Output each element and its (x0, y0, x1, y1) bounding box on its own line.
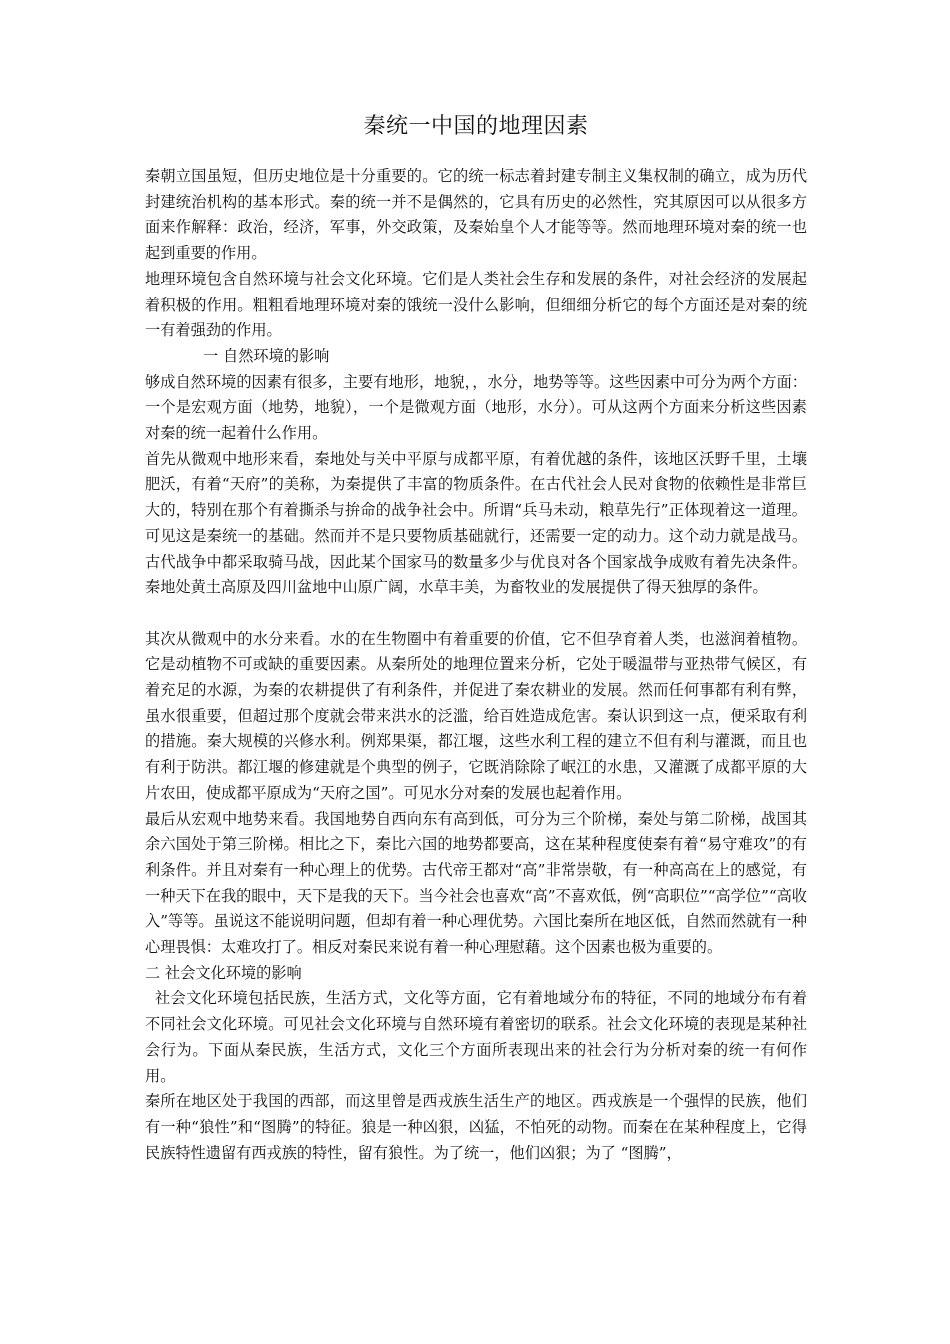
blank-line (145, 601, 807, 627)
paragraph-natural-factors: 够成自然环境的因素有很多，主要有地形，地貌，，水分，地势等等。这些因素中可分为两个方面：一个是宏观方面（地势，地貌），一个是微观方面（地形，水分）。可从这两个方面来分析这些因素对秦的统一起着什么作用。 (145, 372, 807, 443)
section-heading-social: 二 社会文化环境的影响 (145, 963, 302, 982)
paragraph-water: 其次从微观中的水分来看。水的在生物圈中有着重要的价值，它不但孕育着人类，也滋润着植物。它是动植物不可或缺的重要因素。从秦所处的地理位置来分析，它处于暖温带与亚热带气候区，有着充足的水源，为秦的农耕提供了有利条件，并促进了秦农耕业的发展。然而任何事都有利有弊，虽水很重要，但超过那个度就会带来洪水的泛滥，给百姓造成危害。秦认识到这一点，便采取有利的措施。秦大规模的兴修水利。例郑果渠，都江堰，这些水利工程的建立不但有利与灌溉，而且也有利于防洪。都江堰的修建就是个典型的例子，它既消除除了岷江的水患，又灌溉了成都平原的大片农田，使成都平原成为“天府之国”。可见水分对秦的发展也起着作用。 (145, 629, 807, 802)
paragraph-social-culture: 社会文化环境包括民族，生活方式，文化等方面，它有着地域分布的特征，不同的地域分布有着不同社会文化环境。可见社会文化环境与自然环境有着密切的联系。社会文化环境的表现是某种社会行为。下面从秦民族，生活方式，文化三个方面所表现出来的社会行为分析对秦的统一有何作用。 (145, 989, 807, 1085)
paragraph-terrain: 首先从微观中地形来看，秦地处与关中平原与成都平原，有着优越的条件，该地区沃野千里，土壤肥沃，有着“天府”的美称，为秦提供了丰富的物质条件。在古代社会人民对食物的依赖性是非常巨大的，特别在那个有着撕杀与拚命的战争社会中。所谓“兵马未动，粮草先行”正体现着这一道理。可见这是秦统一的基础。然而并不是只要物质基础就行，还需要一定的动力。这个动力就是战马。古代战争中都采取骑马战，因此某个国家马的数量多少与优良对各个国家战争成败有着先决条件。秦地处黄土高原及四川盆地中山原广阔，水草丰美，为畜牧业的发展提供了得天独厚的条件。 (145, 449, 807, 597)
document-title: 秦统一中国的地理因素 (363, 114, 589, 139)
paragraph-elevation: 最后从宏观中地势来看。我国地势自西向东有高到低，可分为三个阶梯，秦处与第二阶梯，战国其余六国处于第三阶梯。相比之下，秦比六国的地势都要高，这在某种程度使秦有着“易守难攻”的有利条件。并且对秦有一种心理上的优势。古代帝王都对“高”非常崇敬，有一种高高在上的感觉，有一种天下在我的眼中，天下是我的天下。当今社会也喜欢“高”不喜欢低，例“高职位”“高学位”“高收入”等等。虽说这不能说明问题，但却有着一种心理优势。六国比秦所在地区低，自然而然就有一种心理畏惧：太难攻打了。相反对秦民来说有着一种心理慰藉。这个因素也极为重要的。 (145, 809, 807, 957)
paragraph-intro: 秦朝立国虽短，但历史地位是十分重要的。它的统一标志着封建专制主义集权制的确立，成为历代封建统治机构的基本形式。秦的统一并不是偶然的，它具有历史的必然性，究其原因可以从很多方面来作解释：政治，经济，军事，外交政策，及秦始皇个人才能等等。然而地理环境对秦的统一也起到重要的作用。 (145, 167, 807, 263)
section-heading-natural: 一 自然环境的影响 (203, 346, 330, 365)
document-page (145, 112, 807, 1166)
paragraph-environment: 地理环境包含自然环境与社会文化环境。它们是人类社会生存和发展的条件，对社会经济的发展起着积极的作用。粗粗看地理环境对秦的饿统一没什么影响，但细细分析它的每个方面还是对秦的统一有着强劲的作用。 (145, 269, 807, 340)
paragraph-xirong: 秦所在地区处于我国的西部，而这里曾是西戎族生活生产的地区。西戎族是一个强悍的民族，他们有一种“狼性”和“图腾”的特征。狼是一种凶狠，凶猛，不怕死的动物。而秦在在某种程度上，它得民族特性遗留有西戎族的特性，留有狼性。为了统一，他们凶狠；为了 “图腾”， (145, 1092, 807, 1162)
